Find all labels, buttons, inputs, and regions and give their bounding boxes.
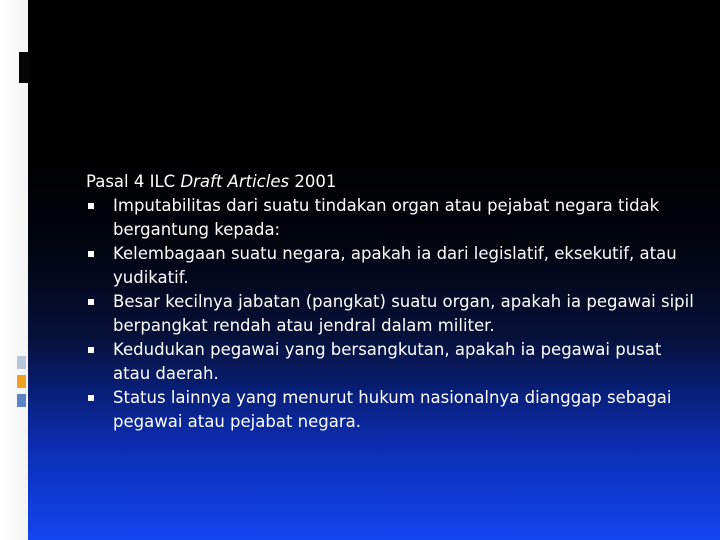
- title-accent-bar: [19, 52, 30, 83]
- square-bullet-icon: [88, 299, 94, 305]
- bullet-text: Status lainnya yang menurut hukum nasionalnya dianggap sebagai pegawai atau pejabat negara.: [113, 388, 672, 431]
- list-item: [86, 194, 696, 242]
- list-item: [86, 338, 696, 386]
- list-item: [86, 290, 696, 338]
- square-bullet-icon: [88, 395, 94, 401]
- bullet-list: [86, 194, 696, 434]
- side-accent-boxes: [17, 356, 27, 413]
- accent-box-1: [17, 356, 26, 369]
- accent-box-3: [17, 394, 26, 407]
- bullet-text: Kelembagaan suatu negara, apakah ia dari legislatif, eksekutif, atau yudikatif.: [113, 244, 677, 287]
- bullet-text: Besar kecilnya jabatan (pangkat) suatu organ, apakah ia pegawai sipil berpangkat rendah atau jendral dalam militer.: [113, 292, 694, 335]
- bullet-text: Kedudukan pegawai yang bersangkutan, apakah ia pegawai pusat atau daerah.: [113, 340, 662, 383]
- heading-suffix: 2001: [289, 172, 337, 191]
- square-bullet-icon: [88, 251, 94, 257]
- list-item: [86, 242, 696, 290]
- list-item: [86, 386, 696, 434]
- heading-italic: Draft Articles: [180, 172, 290, 191]
- bullet-text: Imputabilitas dari suatu tindakan organ atau pejabat negara tidak bergantung kepada:: [113, 196, 660, 239]
- heading-prefix: Pasal 4 ILC: [86, 172, 181, 191]
- square-bullet-icon: [88, 203, 94, 209]
- accent-box-2: [17, 375, 26, 388]
- content-heading: [86, 170, 696, 194]
- slide-body: [86, 170, 696, 434]
- square-bullet-icon: [88, 347, 94, 353]
